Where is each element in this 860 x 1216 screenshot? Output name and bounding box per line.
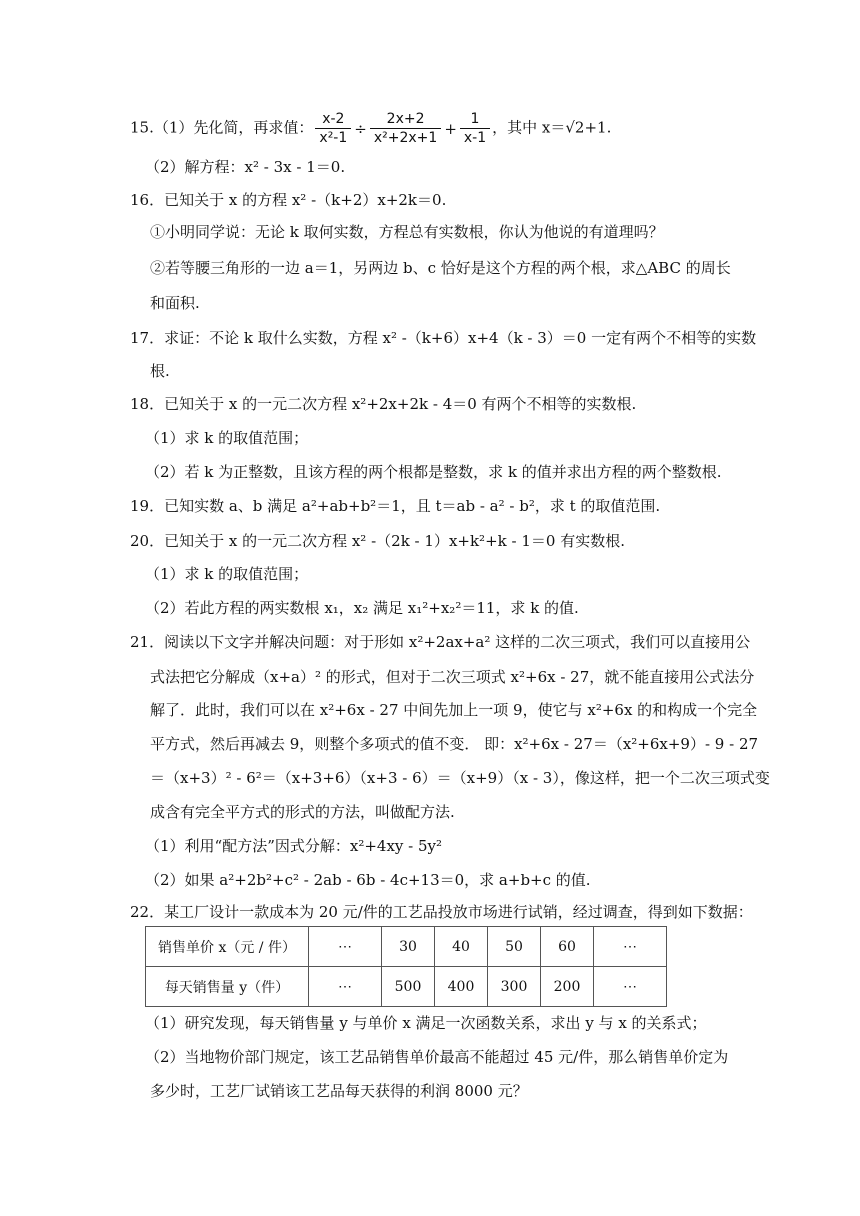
q18-part2: （2）若 k 为正整数，且该方程的两个根都是整数，求 k 的值并求出方程的两个整数根. [145, 463, 722, 481]
table-cell: 200 [541, 967, 594, 1007]
q21-line6: 成含有完全平方式的形式的方法，叫做配方法. [150, 803, 455, 821]
q16-sub1: ①小明同学说：无论 k 取何实数，方程总有实数根，你认为他说的有道理吗？ [150, 223, 664, 241]
price-sales-table [145, 926, 667, 1007]
table-cell: 400 [435, 967, 488, 1007]
q22-stem: 22．某工厂设计一款成本为 20 元/件的工艺品投放市场进行试销，经过调查，得到如下数据： [130, 903, 753, 921]
table-cell: ⋯ [594, 967, 667, 1007]
q21-line4: 平方式，然后再减去 9，则整个多项式的值不变． 即：x²+6x - 27＝（x²+6x+9）- 9 - 27 [150, 735, 759, 753]
q15-f3-numerator: 1 [460, 110, 490, 129]
q16-sub2-line1: ②若等腰三角形的一边 a＝1，另两边 b、c 恰好是这个方程的两个根，求△ABC 的周长 [150, 259, 731, 277]
q15-fraction-1 [315, 110, 351, 147]
q21-part2: （2）如果 a²+2b²+c² - 2ab - 6b - 4c+13＝0，求 a+b+c 的值. [145, 871, 591, 889]
q15-part1 [130, 110, 611, 147]
row-header-price: 销售单价 x（元 / 件） [146, 927, 309, 967]
table-cell: ⋯ [594, 927, 667, 967]
q20-part2: （2）若此方程的两实数根 x₁，x₂ 满足 x₁²+x₂²＝11，求 k 的值. [145, 599, 579, 617]
q15-f2-numerator: 2x+2 [370, 110, 441, 129]
q16-sub2-line2: 和面积. [150, 294, 200, 312]
table-cell: 300 [488, 967, 541, 1007]
table-row [146, 927, 667, 967]
q22-part2-line2: 多少时，工艺厂试销该工艺品每天获得的利润 8000 元？ [150, 1082, 528, 1100]
q15-f1-denominator: x²-1 [319, 130, 348, 146]
q21-line3: 解了．此时，我们可以在 x²+6x - 27 中间先加上一项 9，使它与 x²+6x 的和构成一个完全 [150, 701, 758, 719]
q21-line2: 式法把它分解成（x+a）² 的形式，但对于二次三项式 x²+6x - 27，就不能直接用公式法分 [150, 668, 755, 686]
q15-fraction-2 [370, 110, 441, 147]
q15-part1-prefix: 15.（1）先化简，再求值： [130, 118, 314, 137]
table-cell: 500 [382, 967, 435, 1007]
q21-line5: ＝（x+3）² - 6²＝（x+3+6）（x+3 - 6）＝（x+9）（x - 3），像这样，把一个二次三项式变 [150, 769, 770, 787]
q18-part1: （1）求 k 的取值范围； [145, 429, 309, 447]
q21-line1: 21．阅读以下文字并解决问题：对于形如 x²+2ax+a² 这样的二次三项式，我们可以直接用公 [130, 633, 751, 651]
table-cell: 50 [488, 927, 541, 967]
q17-line2: 根. [150, 362, 170, 380]
table-cell: ⋯ [309, 967, 382, 1007]
q22-part2-line1: （2）当地物价部门规定，该工艺品销售单价最高不能超过 45 元/件，那么销售单价定为 [145, 1048, 729, 1066]
q20-part1: （1）求 k 的取值范围； [145, 565, 309, 583]
q15-fraction-3 [460, 110, 490, 147]
q15-f1-numerator: x-2 [315, 110, 351, 129]
table-cell: 30 [382, 927, 435, 967]
q15-f3-denominator: x-1 [463, 130, 487, 146]
table-cell: 60 [541, 927, 594, 967]
q15-f2-denominator: x²+2x+1 [373, 130, 438, 146]
q20-stem: 20．已知关于 x 的一元二次方程 x² -（2k - 1）x+k²+k - 1＝0 有实数根. [130, 532, 625, 550]
q15-div-sign: ÷ [354, 119, 367, 138]
row-header-sales: 每天销售量 y（件） [146, 967, 309, 1007]
q17-line1: 17．求证：不论 k 取什么实数，方程 x² -（k+6）x+4（k - 3）＝0 一定有两个不相等的实数 [130, 329, 757, 347]
q16-stem: 16．已知关于 x 的方程 x² -（k+2）x+2k＝0. [130, 191, 447, 209]
q18-stem: 18．已知关于 x 的一元二次方程 x²+2x+2k - 4＝0 有两个不相等的实数根. [130, 395, 637, 413]
q19-stem: 19．已知实数 a、b 满足 a²+ab+b²＝1，且 t＝ab - a² - b²，求 t 的取值范围. [130, 497, 661, 515]
q15-plus-sign: + [444, 119, 457, 138]
q15-part2: （2）解方程：x² - 3x - 1＝0. [145, 158, 346, 176]
table-row [146, 967, 667, 1007]
table-cell: 40 [435, 927, 488, 967]
table-cell: ⋯ [309, 927, 382, 967]
q15-part1-suffix: ，其中 x＝√2+1. [492, 118, 612, 137]
q22-part1: （1）研究发现，每天销售量 y 与单价 x 满足一次函数关系，求出 y 与 x 的关系式； [145, 1014, 707, 1032]
q21-part1: （1）利用“配方法”因式分解：x²+4xy - 5y² [145, 837, 443, 855]
